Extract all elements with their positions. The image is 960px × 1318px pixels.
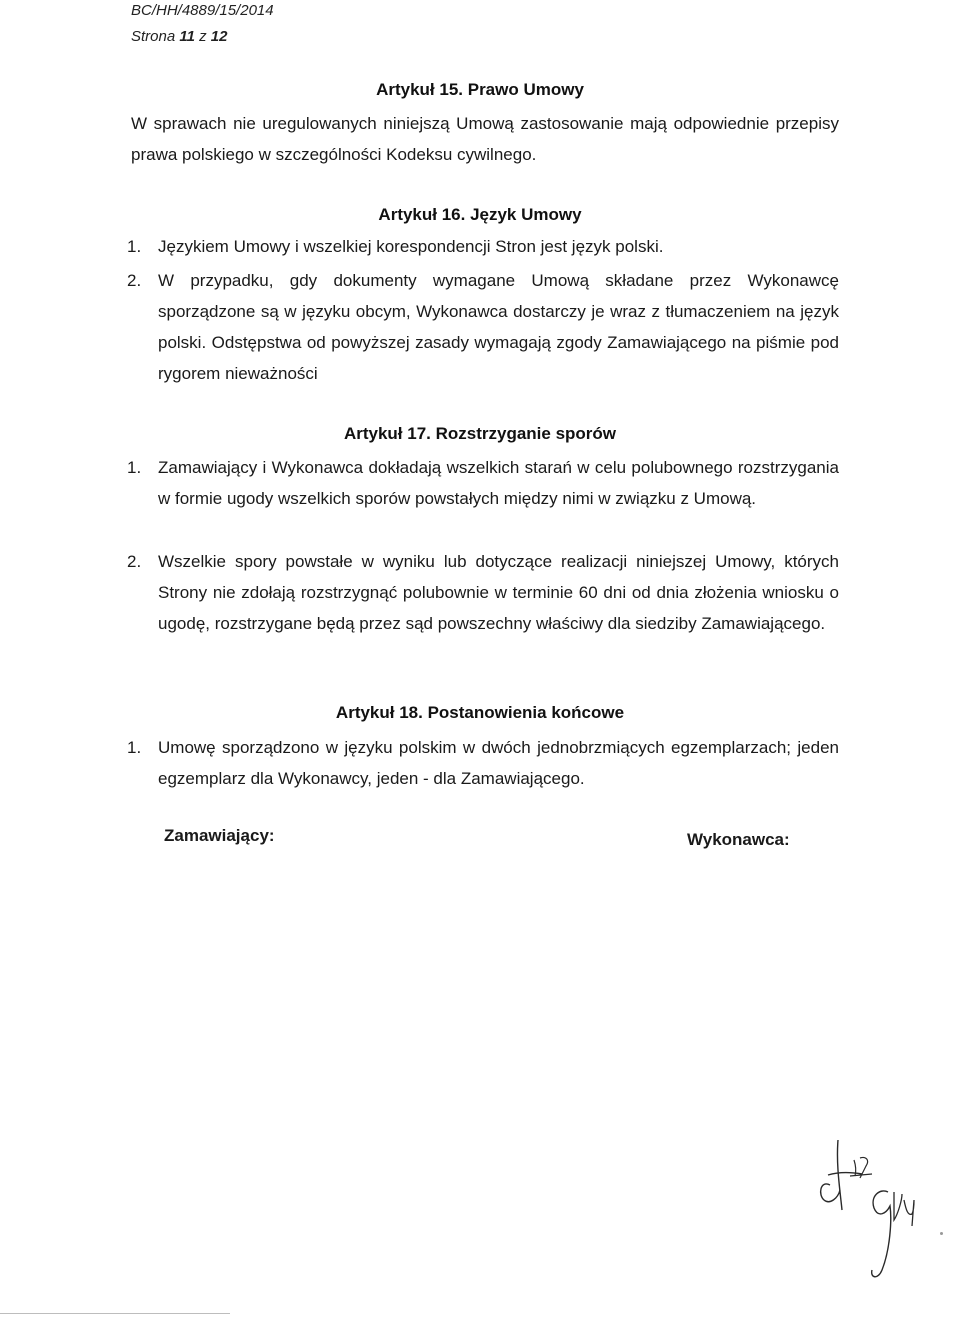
item-text: Językiem Umowy i wszelkiej korespondencji Stron jest język polski. [158,237,664,256]
client-signature-label: Zamawiający: [164,826,275,845]
page-separator: z [194,28,211,45]
scan-speck [940,1232,943,1235]
article-16-title: Artykuł 16. Język Umowy [378,205,582,224]
article-17-title: Artykuł 17. Rozstrzyganie sporów [343,424,617,443]
item-number: 1. [127,738,142,757]
item-text: Wszelkie spory powstałe w wyniku lub dotyczące realizacji niniejszej Umowy, których Strony nie zdołają rozstrzygnąć polubownie w terminie 60 dni od dnia złożenia wniosku o ugodę, rozstrzygane będą przez sąd powszechny właściwy dla siedziby Zamawiającego. [158,552,839,633]
article-17-item-1 [127,452,839,514]
item-text: Zamawiający i Wykonawca dokładają wszelkich starań w celu polubownego rozstrzygania w formie ugody wszelkich sporów powstałych między nimi w związku z Umową. [158,458,839,508]
item-number: 2. [127,552,142,571]
article-15-text: W sprawach nie uregulowanych niniejszą Umową zastosowanie mają odpowiednie przepisy prawa polskiego w szczególności Kodeksu cywilnego. [131,114,839,164]
page-number [131,28,227,45]
item-text: W przypadku, gdy dokumenty wymagane Umową składane przez Wykonawcę sporządzone są w języku obcym, Wykonawca dostarczy je wraz z tłumaczeniem na język polski. Odstępstwa od powyższej zasady wymagają zgody Zamawiającego na piśmie pod rygorem nieważności [158,271,839,383]
article-16-item-1 [127,231,839,262]
handwritten-signature-icon [810,1130,930,1295]
item-number: 1. [127,458,142,477]
document-reference: BC/HH/4889/15/2014 [131,2,274,19]
footer-rule [0,1313,230,1314]
article-18-title: Artykuł 18. Postanowienia końcowe [335,703,625,722]
page-prefix: Strona [131,28,180,45]
item-text: Umowę sporządzono w języku polskim w dwóch jednobrzmiących egzemplarzach; jeden egzemplarz dla Wykonawcy, jeden - dla Zamawiającego. [158,738,839,788]
item-number: 1. [127,237,142,256]
contractor-signature-label: Wykonawca: [687,830,790,849]
article-18-item-1 [127,732,839,794]
article-15-title: Artykuł 15. Prawo Umowy [376,80,584,99]
article-16-item-2 [127,265,839,389]
page-total: 12 [210,28,228,45]
article-17-item-2 [127,546,839,639]
page-current: 11 [179,28,195,45]
item-number: 2. [127,271,142,290]
